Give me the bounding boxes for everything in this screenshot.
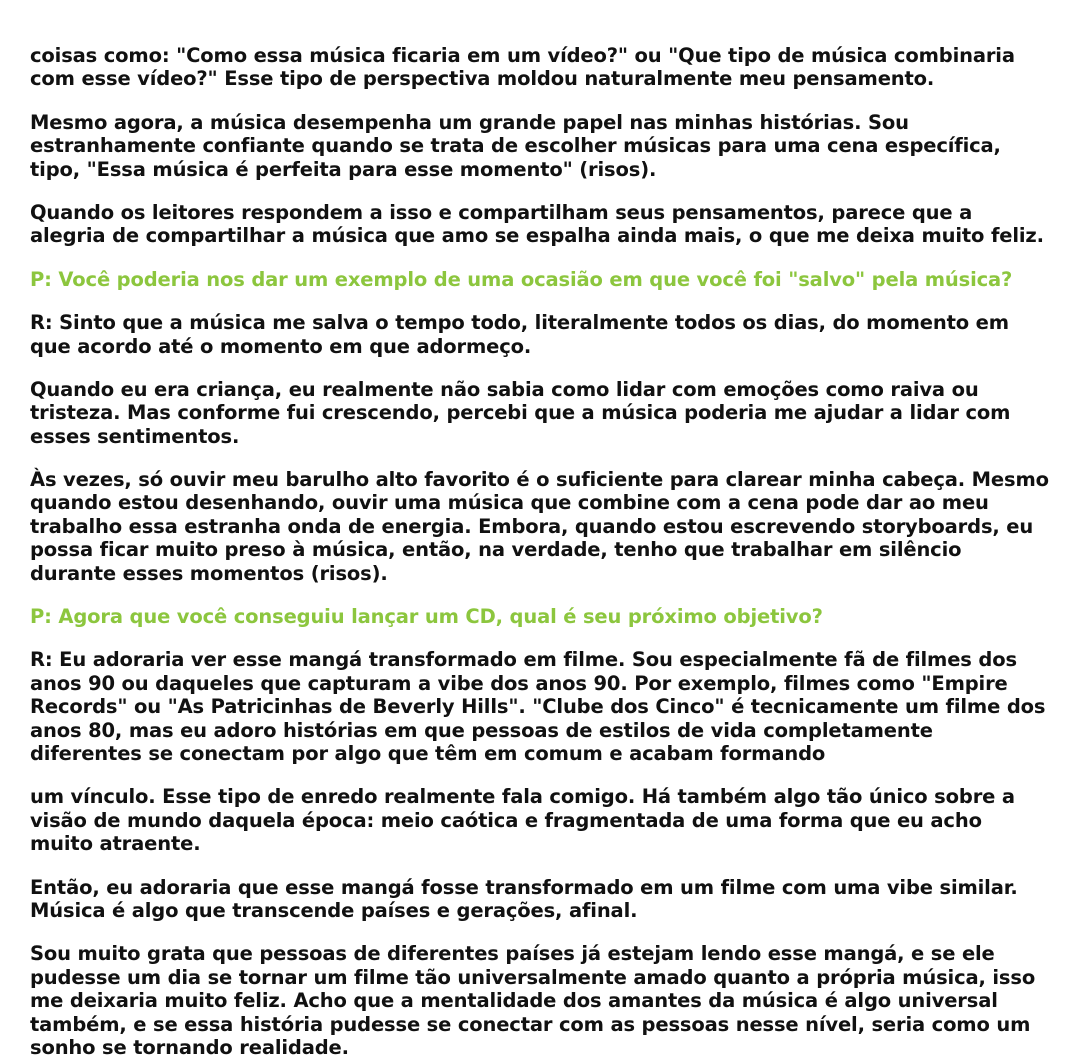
answer-music-saves-everyday: R: Sinto que a música me salva o tempo todo, literalmente todos os dias, do momento em que acordo até o momento em que adormeço.	[30, 311, 1009, 358]
paragraph-childhood-emotions: Quando eu era criança, eu realmente não sabia como lidar com emoções como raiva ou tristeza. Mas conforme fui crescendo, percebi que a música poderia me ajudar a lidar com esses sentimentos.	[30, 377, 1011, 448]
question-saved-by-music: P: Você poderia nos dar um exemplo de uma ocasião em que você foi "salvo" pela música?	[30, 267, 1013, 291]
paragraph-loud-noise-clears-head: Às vezes, só ouvir meu barulho alto favorito é o suficiente para clarear minha cabeça. Mesmo quando estou desenhando, ouvir uma música que combine com a cena pode dar ao meu trabalho essa estranha onda de energia. Embora, quando estou escrevendo storyboards, eu possa ficar muito preso à música, então, na verdade, tenho que trabalhar em silêncio durante esses momentos (risos).	[30, 468, 1049, 585]
paragraph-bond-worldview: um vínculo. Esse tipo de enredo realmente fala comigo. Há também algo tão único sobre a visão de mundo daquela época: meio caótica e fragmentada de uma forma que eu acho muito atraente.	[30, 785, 1015, 856]
paragraph-music-role-stories: Mesmo agora, a música desempenha um grande papel nas minhas histórias. Sou estranhamente confiante quando se trata de escolher músicas para uma cena específica, tipo, "Essa música é perfeita para esse momento" (risos).	[30, 110, 1001, 181]
paragraph-readers-respond: Quando os leitores respondem a isso e compartilham seus pensamentos, parece que a alegria de compartilhar a música que amo se espalha ainda mais, o que me deixa muito feliz.	[30, 200, 1044, 248]
paragraph-grateful-readers-dream: Sou muito grata que pessoas de diferentes países já estejam lendo esse mangá, e se ele pudesse um dia se tornar um filme tão universalmente amado quanto a própria música, isso me deixaria muito feliz. Acho que a mentalidade dos amantes da música é algo universal também, e se essa história pudesse se conectar com as pessoas nesse nível, seria como um sonho se tornando realidade.	[30, 942, 1036, 1059]
paragraph-intro-music-video: coisas como: "Como essa música ficaria em um vídeo?" ou "Que tipo de música combinaria com esse vídeo?" Esse tipo de perspectiva moldou naturalmente meu pensamento.	[30, 44, 1015, 91]
paragraph-similar-vibe-film: Então, eu adoraria que esse mangá fosse transformado em um filme com uma vibe similar. Música é algo que transcende países e gerações, afinal.	[30, 875, 1018, 922]
answer-manga-into-film: R: Eu adoraria ver esse mangá transformado em filme. Sou especialmente fã de filmes dos anos 90 ou daqueles que capturam a vibe dos anos 90. Por exemplo, filmes como "Empire Records" ou "As Patricinhas de Beverly Hills". "Clube dos Cinco" é tecnicamente um filme dos anos 80, mas eu adoro histórias em que pessoas de estilos de vida completamente diferentes se conectam por algo que têm em comum e acabam formando	[30, 648, 1046, 765]
question-next-goal-after-cd: P: Agora que você conseguiu lançar um CD, qual é seu próximo objetivo?	[30, 605, 823, 629]
